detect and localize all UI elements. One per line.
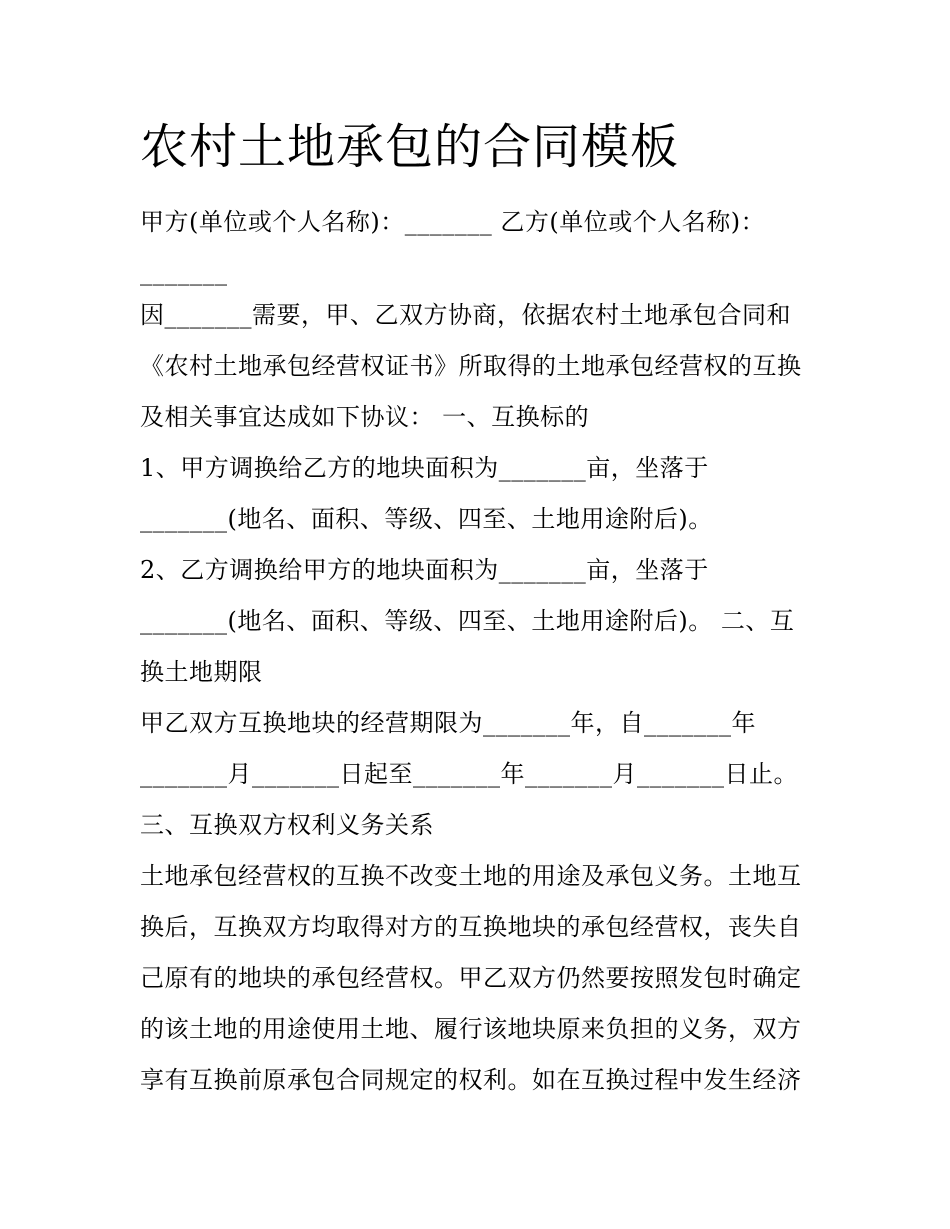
paragraph-line: 享有互换前原承包合同规定的权利。如在互换过程中发生经济 xyxy=(140,1066,802,1094)
paragraph-line: _______(地名、面积、等级、四至、土地用途附后)。 xyxy=(140,505,713,533)
paragraph-line: 及相关事宜达成如下协议： 一、互换标的 xyxy=(140,403,590,431)
paragraph-line: _______(地名、面积、等级、四至、土地用途附后)。 二、互 xyxy=(140,607,795,635)
paragraph-line: _______月_______日起至_______年_______月_______日止。 xyxy=(140,760,798,788)
paragraph-line: 1、甲方调换给乙方的地块面积为_______亩，坐落于 xyxy=(140,454,709,482)
paragraph-line: 甲乙双方互换地块的经营期限为_______年，自_______年 xyxy=(140,709,756,737)
paragraph-line: 己原有的地块的承包经营权。甲乙双方仍然要按照发包时确定 xyxy=(140,964,802,992)
paragraph-line: 《农村土地承包经营权证书》所取得的土地承包经营权的互换 xyxy=(140,352,802,380)
paragraph-line: 换土地期限 xyxy=(140,658,263,686)
document-title: 农村土地承包的合同模板 xyxy=(140,119,680,175)
paragraph-line: 2、乙方调换给甲方的地块面积为_______亩，坐落于 xyxy=(140,556,709,584)
section-heading: 三、互换双方权利义务关系 xyxy=(140,811,434,839)
party-line: 甲方(单位或个人名称)：_______ 乙方(单位或个人名称)： xyxy=(140,208,766,236)
paragraph-line: 换后，互换双方均取得对方的互换地块的承包经营权，丧失自 xyxy=(140,913,802,941)
paragraph-line: 土地承包经营权的互换不改变土地的用途及承包义务。土地互 xyxy=(140,862,802,890)
party-blank-line: _______ xyxy=(140,258,228,286)
paragraph-line: 的该土地的用途使用土地、履行该地块原来负担的义务，双方 xyxy=(140,1015,802,1043)
paragraph-line: 因_______需要，甲、乙双方协商，依据农村土地承包合同和 xyxy=(140,301,791,329)
